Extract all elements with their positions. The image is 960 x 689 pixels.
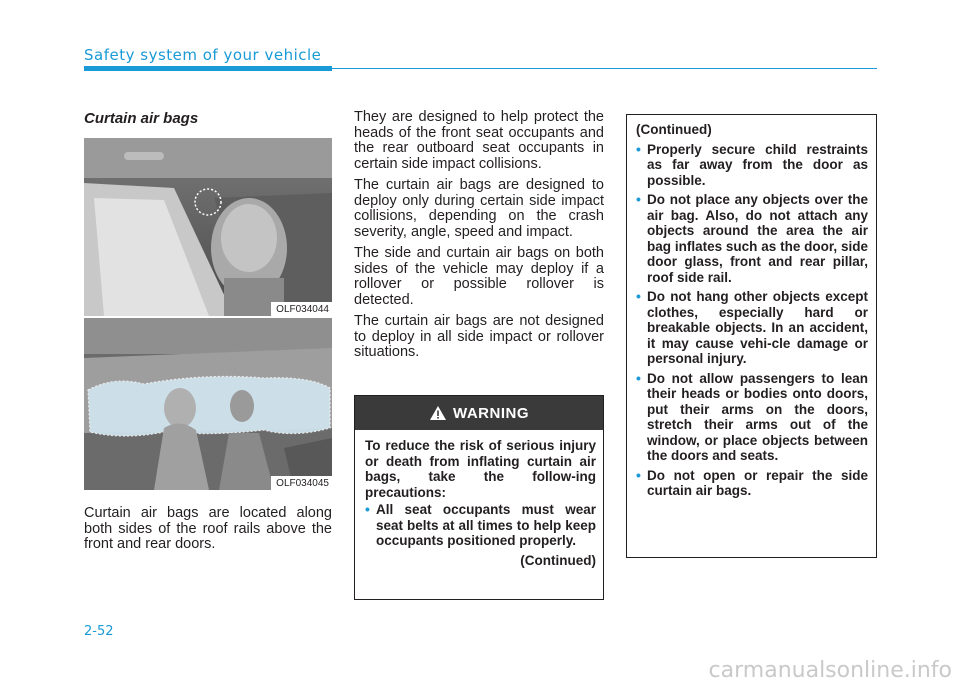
warning-bullet-text: Do not open or repair the side curtain air bags. <box>647 467 868 498</box>
warning-box <box>354 395 604 600</box>
paragraph: The side and curtain air bags on both sides of the vehicle may deploy if a rollover or possible rollover is detected. <box>354 245 604 308</box>
warning-bullet <box>636 371 868 464</box>
warning-bullet <box>365 502 596 549</box>
warning-bullet <box>636 468 868 499</box>
paragraph: The curtain air bags are designed to deploy only during certain side impact collisions, depending on the crash severity, angle, speed and impact. <box>354 177 604 240</box>
page-number: 2-52 <box>84 624 114 639</box>
section-header-title: Safety system of your vehicle <box>84 46 322 64</box>
warning-bullet-text: Do not hang other objects except clothes, especially hard or breakable objects. In an accident, it may cause vehi-cle damage or personal injury. <box>647 289 868 366</box>
warning-intro: To reduce the risk of serious injury or death from inflating curtain air bags, take the follow-ing precautions: <box>365 438 596 500</box>
warning-title: WARNING <box>453 404 529 422</box>
bullet-icon: • <box>365 501 370 517</box>
image-code-label: OLF034044 <box>271 302 332 316</box>
warning-bullet <box>636 289 868 367</box>
page-title: Curtain air bags <box>84 110 199 127</box>
bullet-icon: • <box>636 191 641 207</box>
airbag-description <box>354 110 604 367</box>
image-code-label: OLF034045 <box>271 476 332 490</box>
warning-bullet-text: Do not allow passengers to lean their heads or bodies onto doors, put their arms on the doors, stretch their arms out of the window, or place objects between the doors and seats. <box>647 370 868 463</box>
curtain-airbag-location-image <box>84 138 332 316</box>
warning-bullet-text: Do not place any objects over the air bag. Also, do not attach any objects around the area the air bag inflates such as the door, side door glass, front and rear pillar, roof side rail. <box>647 192 868 285</box>
warning-bullet <box>636 192 868 285</box>
warning-body <box>355 430 603 568</box>
airbag-location-caption: Curtain air bags are located along both sides of the roof rails above the front and rear doors. <box>84 505 332 552</box>
curtain-airbag-deployed-image <box>84 318 332 490</box>
warning-triangle-icon <box>429 405 447 421</box>
header-rule <box>332 68 877 69</box>
continued-label: (Continued) <box>520 552 596 568</box>
bullet-icon: • <box>636 140 641 157</box>
header-accent-bar <box>84 66 332 71</box>
watermark: carmanualsonline.info <box>708 658 952 683</box>
paragraph: The curtain air bags are not designed to deploy in all side impact or rollover situations. <box>354 313 604 360</box>
warning-bullet <box>636 142 868 189</box>
warning-header <box>355 396 603 430</box>
bullet-icon: • <box>636 369 641 386</box>
continued-warning-box <box>626 114 877 558</box>
continued-heading: (Continued) <box>636 122 712 137</box>
bullet-icon: • <box>636 288 641 304</box>
warning-bullet-text: Properly secure child restraints as far away from the door as possible. <box>647 141 868 188</box>
bullet-icon: • <box>636 466 641 483</box>
warning-bullet-text: All seat occupants must wear seat belts at all times to help keep occupants positioned properly. <box>376 502 596 548</box>
paragraph: They are designed to help protect the heads of the front seat occupants and the rear outboard seat occupants in certain side impact collisions. <box>354 109 604 172</box>
